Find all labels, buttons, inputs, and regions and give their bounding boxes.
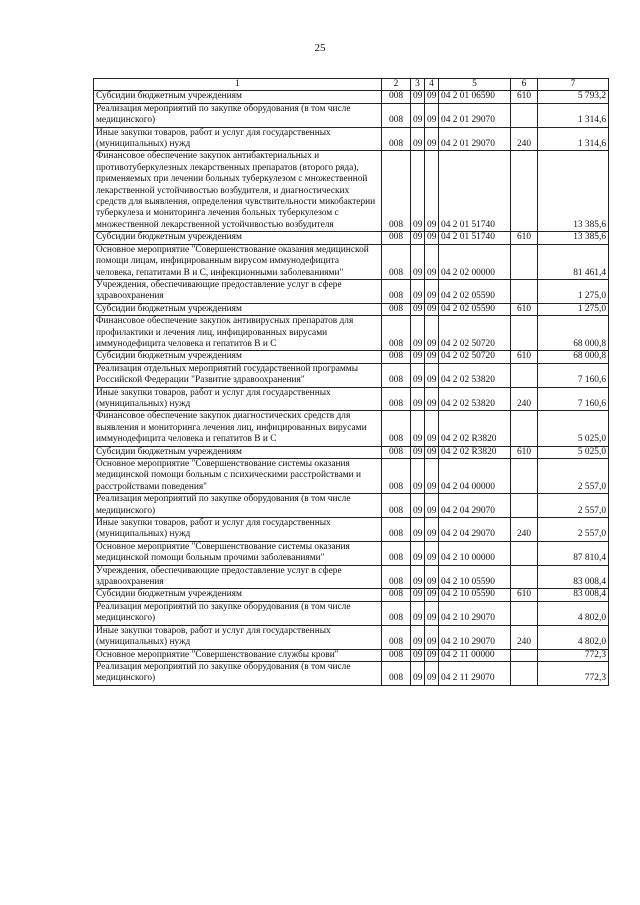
- amount-cell: 5 025,0: [538, 411, 609, 446]
- admin-code-cell: 008: [382, 649, 411, 661]
- table-row: [94, 279, 609, 303]
- table-header-row: [94, 79, 609, 91]
- admin-code-cell: 008: [382, 303, 411, 315]
- row-name-cell: Иные закупки товаров, работ и услуг для государственных (муниципальных) нужд: [94, 625, 382, 649]
- expense-type-cell: 610: [511, 232, 538, 244]
- target-article-cell: 04 2 02 05590: [439, 279, 511, 303]
- row-name-cell: Основное мероприятие "Совершенствование системы оказания медицинской помощи больным прочими заболеваниями": [94, 541, 382, 565]
- amount-cell: 1 275,0: [538, 303, 609, 315]
- row-name-cell: Субсидии бюджетным учреждениям: [94, 232, 382, 244]
- target-article-cell: 04 2 04 00000: [439, 459, 511, 494]
- row-name-cell: Реализация отдельных мероприятий государственной программы Российской Федерации "Развитие здравоохранения": [94, 363, 382, 387]
- subsection-cell: 09: [425, 541, 439, 565]
- expense-type-cell: [511, 649, 538, 661]
- expense-type-cell: 610: [511, 91, 538, 103]
- expense-type-cell: [511, 244, 538, 279]
- admin-code-cell: 008: [382, 541, 411, 565]
- section-cell: 09: [411, 446, 425, 458]
- amount-cell: 2 557,0: [538, 494, 609, 518]
- expense-type-cell: 610: [511, 589, 538, 601]
- row-name-cell: Финансовое обеспечение закупок антибактериальных и противотуберкулезных лекарственных препаратов (второго ряда), применяемых при лечении больных туберкулезом с множественной лекарственной устойчивостью возбудителя, и диагностических средств для выявления, определения чувствительности микобактерии туберкулеза и мониторинга лечения больных туберкулезом с множественной лекарственной устойчивостью возбудителя: [94, 151, 382, 232]
- row-name-cell: Основное мероприятие "Совершенствование оказания медицинской помощи лицам, инфицированным вирусом иммунодефицита человека, гепатитами B и C, инфекционными заболеваниями": [94, 244, 382, 279]
- subsection-cell: 09: [425, 151, 439, 232]
- expense-type-cell: [511, 565, 538, 589]
- amount-cell: 2 557,0: [538, 459, 609, 494]
- admin-code-cell: 008: [382, 387, 411, 411]
- table-row: [94, 446, 609, 458]
- amount-cell: 68 000,8: [538, 316, 609, 351]
- admin-code-cell: 008: [382, 601, 411, 625]
- table-row: [94, 351, 609, 363]
- amount-cell: 81 461,4: [538, 244, 609, 279]
- admin-code-cell: 008: [382, 351, 411, 363]
- column-header: 3: [411, 79, 425, 91]
- subsection-cell: 09: [425, 411, 439, 446]
- row-name-cell: Финансовое обеспечение закупок диагностических средств для выявления и мониторинга лечения лиц, инфицированных вирусами иммунодефицита человека и гепатитов B и C: [94, 411, 382, 446]
- target-article-cell: 04 2 02 50720: [439, 351, 511, 363]
- section-cell: 09: [411, 459, 425, 494]
- subsection-cell: 09: [425, 601, 439, 625]
- expense-type-cell: 240: [511, 387, 538, 411]
- subsection-cell: 09: [425, 494, 439, 518]
- amount-cell: 7 160,6: [538, 387, 609, 411]
- subsection-cell: 09: [425, 446, 439, 458]
- amount-cell: 772,3: [538, 661, 609, 685]
- expense-type-cell: 610: [511, 303, 538, 315]
- section-cell: 09: [411, 589, 425, 601]
- row-name-cell: Реализация мероприятий по закупке оборудования (в том числе медицинского): [94, 103, 382, 127]
- section-cell: 09: [411, 303, 425, 315]
- admin-code-cell: 008: [382, 279, 411, 303]
- expense-type-cell: 240: [511, 127, 538, 151]
- section-cell: 09: [411, 411, 425, 446]
- amount-cell: 13 385,6: [538, 151, 609, 232]
- target-article-cell: 04 2 01 51740: [439, 232, 511, 244]
- admin-code-cell: 008: [382, 103, 411, 127]
- column-header: 4: [425, 79, 439, 91]
- amount-cell: 1 275,0: [538, 279, 609, 303]
- admin-code-cell: 008: [382, 518, 411, 542]
- target-article-cell: 04 2 02 53820: [439, 363, 511, 387]
- subsection-cell: 09: [425, 91, 439, 103]
- row-name-cell: Субсидии бюджетным учреждениям: [94, 91, 382, 103]
- target-article-cell: 04 2 11 00000: [439, 649, 511, 661]
- section-cell: 09: [411, 661, 425, 685]
- target-article-cell: 04 2 10 29070: [439, 601, 511, 625]
- table-row: [94, 127, 609, 151]
- target-article-cell: 04 2 01 06590: [439, 91, 511, 103]
- row-name-cell: Реализация мероприятий по закупке оборудования (в том числе медицинского): [94, 661, 382, 685]
- admin-code-cell: 008: [382, 232, 411, 244]
- table-row: [94, 625, 609, 649]
- target-article-cell: 04 2 04 29070: [439, 494, 511, 518]
- target-article-cell: 04 2 10 05590: [439, 589, 511, 601]
- amount-cell: 4 802,0: [538, 625, 609, 649]
- amount-cell: 13 385,6: [538, 232, 609, 244]
- table-body: [94, 91, 609, 685]
- subsection-cell: 09: [425, 459, 439, 494]
- section-cell: 09: [411, 541, 425, 565]
- admin-code-cell: 008: [382, 459, 411, 494]
- admin-code-cell: 008: [382, 661, 411, 685]
- row-name-cell: Иные закупки товаров, работ и услуг для государственных (муниципальных) нужд: [94, 127, 382, 151]
- section-cell: 09: [411, 625, 425, 649]
- row-name-cell: Иные закупки товаров, работ и услуг для государственных (муниципальных) нужд: [94, 387, 382, 411]
- subsection-cell: 09: [425, 127, 439, 151]
- table-row: [94, 91, 609, 103]
- expense-type-cell: [511, 411, 538, 446]
- row-name-cell: Субсидии бюджетным учреждениям: [94, 446, 382, 458]
- expense-type-cell: [511, 494, 538, 518]
- subsection-cell: 09: [425, 232, 439, 244]
- target-article-cell: 04 2 02 50720: [439, 316, 511, 351]
- table-row: [94, 387, 609, 411]
- subsection-cell: 09: [425, 565, 439, 589]
- table-row: [94, 244, 609, 279]
- admin-code-cell: 008: [382, 91, 411, 103]
- section-cell: 09: [411, 351, 425, 363]
- expense-type-cell: 610: [511, 351, 538, 363]
- target-article-cell: 04 2 10 29070: [439, 625, 511, 649]
- admin-code-cell: 008: [382, 494, 411, 518]
- expense-type-cell: 240: [511, 625, 538, 649]
- section-cell: 09: [411, 279, 425, 303]
- section-cell: 09: [411, 518, 425, 542]
- amount-cell: 87 810,4: [538, 541, 609, 565]
- section-cell: 09: [411, 127, 425, 151]
- row-name-cell: Субсидии бюджетным учреждениям: [94, 589, 382, 601]
- amount-cell: 68 000,8: [538, 351, 609, 363]
- section-cell: 09: [411, 494, 425, 518]
- row-name-cell: Основное мероприятие "Совершенствование системы оказания медицинской помощи больным с психическими расстройствами и расстройствами поведения": [94, 459, 382, 494]
- page-number: 25: [314, 42, 326, 54]
- admin-code-cell: 008: [382, 625, 411, 649]
- expense-type-cell: [511, 601, 538, 625]
- target-article-cell: 04 2 02 00000: [439, 244, 511, 279]
- target-article-cell: 04 2 02 R3820: [439, 411, 511, 446]
- target-article-cell: 04 2 10 05590: [439, 565, 511, 589]
- section-cell: 09: [411, 387, 425, 411]
- table-row: [94, 541, 609, 565]
- subsection-cell: 09: [425, 649, 439, 661]
- table-row: [94, 518, 609, 542]
- row-name-cell: Реализация мероприятий по закупке оборудования (в том числе медицинского): [94, 601, 382, 625]
- table-row: [94, 103, 609, 127]
- table-row: [94, 565, 609, 589]
- table-row: [94, 232, 609, 244]
- admin-code-cell: 008: [382, 127, 411, 151]
- subsection-cell: 09: [425, 625, 439, 649]
- admin-code-cell: 008: [382, 316, 411, 351]
- row-name-cell: Учреждения, обеспечивающие предоставление услуг в сфере здравоохранения: [94, 565, 382, 589]
- table-row: [94, 303, 609, 315]
- row-name-cell: Основное мероприятие "Совершенствование службы крови": [94, 649, 382, 661]
- target-article-cell: 04 2 02 53820: [439, 387, 511, 411]
- section-cell: 09: [411, 316, 425, 351]
- target-article-cell: 04 2 01 51740: [439, 151, 511, 232]
- table-row: [94, 649, 609, 661]
- row-name-cell: Финансовое обеспечение закупок антивирусных препаратов для профилактики и лечения лиц, инфицированных вирусами иммунодефицита человека и гепатитов B и C: [94, 316, 382, 351]
- column-header: 7: [538, 79, 609, 91]
- column-header: 5: [439, 79, 511, 91]
- target-article-cell: 04 2 01 29070: [439, 103, 511, 127]
- section-cell: 09: [411, 232, 425, 244]
- table-row: [94, 316, 609, 351]
- table-row: [94, 459, 609, 494]
- table-row: [94, 411, 609, 446]
- expense-type-cell: [511, 541, 538, 565]
- amount-cell: 5 025,0: [538, 446, 609, 458]
- section-cell: 09: [411, 103, 425, 127]
- subsection-cell: 09: [425, 244, 439, 279]
- subsection-cell: 09: [425, 363, 439, 387]
- table-row: [94, 589, 609, 601]
- table-row: [94, 601, 609, 625]
- target-article-cell: 04 2 02 R3820: [439, 446, 511, 458]
- admin-code-cell: 008: [382, 411, 411, 446]
- subsection-cell: 09: [425, 589, 439, 601]
- section-cell: 09: [411, 91, 425, 103]
- admin-code-cell: 008: [382, 565, 411, 589]
- amount-cell: 1 314,6: [538, 103, 609, 127]
- amount-cell: 83 008,4: [538, 565, 609, 589]
- target-article-cell: 04 2 01 29070: [439, 127, 511, 151]
- subsection-cell: 09: [425, 316, 439, 351]
- subsection-cell: 09: [425, 279, 439, 303]
- section-cell: 09: [411, 363, 425, 387]
- expense-type-cell: 610: [511, 446, 538, 458]
- table-row: [94, 363, 609, 387]
- section-cell: 09: [411, 151, 425, 232]
- admin-code-cell: 008: [382, 151, 411, 232]
- table-row: [94, 151, 609, 232]
- subsection-cell: 09: [425, 661, 439, 685]
- row-name-cell: Иные закупки товаров, работ и услуг для государственных (муниципальных) нужд: [94, 518, 382, 542]
- subsection-cell: 09: [425, 303, 439, 315]
- column-header: 2: [382, 79, 411, 91]
- admin-code-cell: 008: [382, 363, 411, 387]
- row-name-cell: Учреждения, обеспечивающие предоставление услуг в сфере здравоохранения: [94, 279, 382, 303]
- target-article-cell: 04 2 11 29070: [439, 661, 511, 685]
- section-cell: 09: [411, 565, 425, 589]
- subsection-cell: 09: [425, 387, 439, 411]
- amount-cell: 1 314,6: [538, 127, 609, 151]
- section-cell: 09: [411, 649, 425, 661]
- row-name-cell: Субсидии бюджетным учреждениям: [94, 303, 382, 315]
- expense-type-cell: 240: [511, 518, 538, 542]
- target-article-cell: 04 2 10 00000: [439, 541, 511, 565]
- expense-type-cell: [511, 459, 538, 494]
- expense-type-cell: [511, 279, 538, 303]
- table-row: [94, 494, 609, 518]
- admin-code-cell: 008: [382, 244, 411, 279]
- subsection-cell: 09: [425, 351, 439, 363]
- table-row: [94, 661, 609, 685]
- amount-cell: 5 793,2: [538, 91, 609, 103]
- section-cell: 09: [411, 244, 425, 279]
- expense-type-cell: [511, 363, 538, 387]
- subsection-cell: 09: [425, 518, 439, 542]
- row-name-cell: Реализация мероприятий по закупке оборудования (в том числе медицинского): [94, 494, 382, 518]
- amount-cell: 2 557,0: [538, 518, 609, 542]
- section-cell: 09: [411, 601, 425, 625]
- target-article-cell: 04 2 04 29070: [439, 518, 511, 542]
- column-header: 6: [511, 79, 538, 91]
- column-header: 1: [94, 79, 382, 91]
- amount-cell: 83 008,4: [538, 589, 609, 601]
- subsection-cell: 09: [425, 103, 439, 127]
- budget-table: [93, 78, 609, 686]
- expense-type-cell: [511, 151, 538, 232]
- target-article-cell: 04 2 02 05590: [439, 303, 511, 315]
- amount-cell: 7 160,6: [538, 363, 609, 387]
- expense-type-cell: [511, 103, 538, 127]
- expense-type-cell: [511, 661, 538, 685]
- amount-cell: 772,3: [538, 649, 609, 661]
- expense-type-cell: [511, 316, 538, 351]
- admin-code-cell: 008: [382, 446, 411, 458]
- admin-code-cell: 008: [382, 589, 411, 601]
- row-name-cell: Субсидии бюджетным учреждениям: [94, 351, 382, 363]
- amount-cell: 4 802,0: [538, 601, 609, 625]
